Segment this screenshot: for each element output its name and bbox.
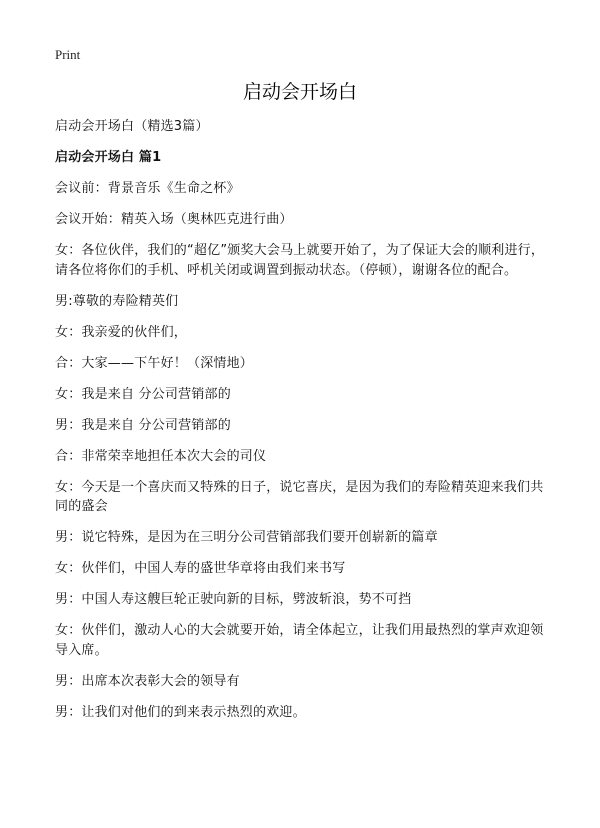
document-body xyxy=(55,117,550,734)
paragraph: 男：我是来自 分公司营销部的 xyxy=(55,417,231,433)
paragraph: 男：出席本次表彰大会的领导有 xyxy=(55,673,240,689)
paragraph: 女：伙伴们，激动人心的大会就要开始，请全体起立，让我们用最热烈的掌声欢迎领导入席。 xyxy=(55,623,544,658)
paragraph: 男:尊敬的寿险精英们 xyxy=(55,293,179,309)
paragraph: 合：非常荣幸地担任本次大会的司仪 xyxy=(55,448,267,464)
paragraph: 合：大家——下午好！（深情地） xyxy=(55,355,254,371)
page-title: 启动会开场白 xyxy=(242,81,357,103)
paragraph: 女：今天是一个喜庆而又特殊的日子，说它喜庆，是因为我们的寿险精英迎来我们共同的盛会 xyxy=(55,479,544,514)
paragraph: 女：各位伙伴，我们的“超亿”颁奖大会马上就要开始了，为了保证大会的顺利进行，请各位将你们的手机、呼机关闭或调置到振动状态。（停顿），谢谢各位的配合。 xyxy=(55,243,545,278)
paragraph: 男：中国人寿这艘巨轮正驶向新的目标，劈波斩浪，势不可挡 xyxy=(55,592,412,607)
paragraph: 男：说它特殊，是因为在三明分公司营销部我们要开创崭新的篇章 xyxy=(55,530,438,545)
paragraph: 男：让我们对他们的到来表示热烈的欢迎。 xyxy=(55,704,306,720)
paragraph: 女：我是来自 分公司营销部的 xyxy=(55,386,231,402)
paragraph: 女：我亲爱的伙伴们， xyxy=(55,324,188,340)
paragraph: 会议前：背景音乐《生命之杯》 xyxy=(55,181,240,196)
section-heading: 启动会开场白 篇1 xyxy=(55,150,162,165)
paragraph: 女：伙伴们，中国人寿的盛世华章将由我们来书写 xyxy=(55,561,346,576)
paragraph: 会议开始：精英入场（奥林匹克进行曲） xyxy=(55,212,293,227)
print-link[interactable]: Print xyxy=(55,47,81,62)
paragraph: 启动会开场白（精选3篇） xyxy=(55,119,209,134)
